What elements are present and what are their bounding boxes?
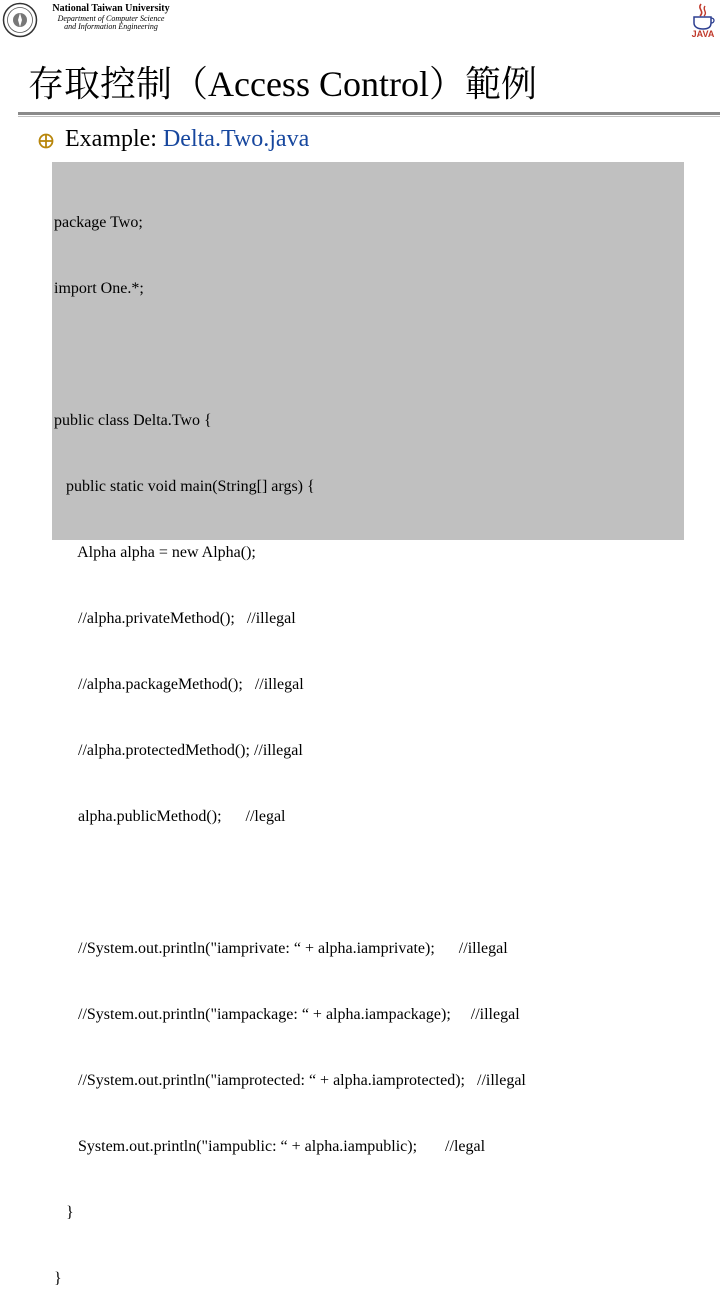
code-line: //alpha.privateMethod(); //illegal: [54, 610, 296, 627]
code-line: System.out.println("iampublic: “ + alpha.iampublic); //legal: [54, 1138, 486, 1155]
code-line: public class Delta.Two {: [54, 412, 212, 429]
slide-title: 存取控制（Access Control）範例: [28, 64, 537, 104]
code-line: //alpha.packageMethod(); //illegal: [54, 676, 304, 693]
code-line: import One.*;: [54, 280, 144, 297]
code-line: package Two;: [54, 214, 143, 231]
code-line: }: [54, 1270, 62, 1287]
java-logo-icon: [688, 2, 718, 38]
code-line: public static void main(String[] args) {: [54, 478, 315, 495]
code-line: Alpha alpha = new Alpha();: [54, 544, 256, 561]
svg-text:JAVA: JAVA: [691, 29, 715, 39]
code-line: [54, 344, 526, 366]
code-line: //alpha.protectedMethod(); //illegal: [54, 742, 303, 759]
code-line: //System.out.println("iamprotected: “ + alpha.iamprotected); //illegal: [54, 1072, 526, 1089]
example-heading: [65, 126, 309, 153]
university-name: National Taiwan University: [52, 3, 170, 14]
title-divider-thin: [18, 116, 720, 117]
bullet-icon: [38, 133, 54, 149]
code-line: }: [54, 1204, 74, 1221]
code-line: //System.out.println("iampackage: “ + alpha.iampackage); //illegal: [54, 1006, 520, 1023]
example-filename: Delta.Two.java: [162, 126, 310, 152]
example-prefix: Example:: [65, 126, 163, 152]
department-line-2: and Information Engineering: [64, 21, 158, 31]
university-header: [42, 4, 180, 31]
university-seal-icon: [2, 2, 38, 38]
department-line-1: Department of Computer Science: [57, 13, 165, 23]
code-line: alpha.publicMethod(); //legal: [54, 808, 286, 825]
code-line: [54, 872, 526, 894]
code-line: //System.out.println("iamprivate: “ + alpha.iamprivate); //illegal: [54, 940, 508, 957]
title-divider: [18, 112, 720, 115]
code-block: [54, 168, 526, 1312]
